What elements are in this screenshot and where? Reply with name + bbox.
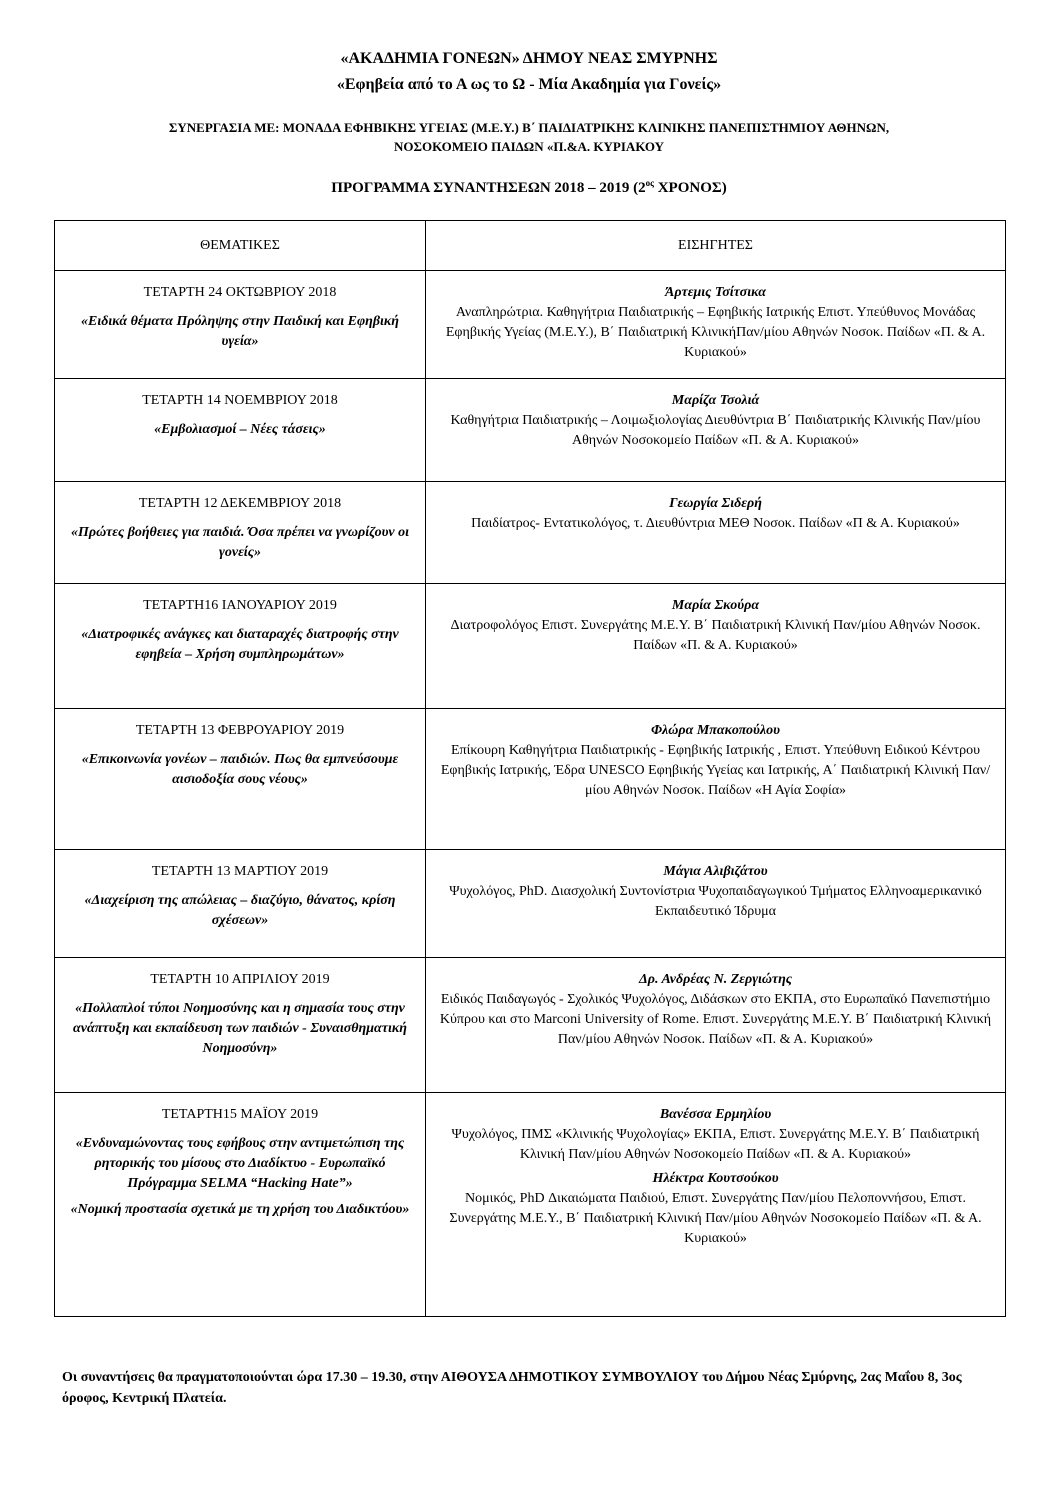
speaker-name: Μαρίζα Τσολιά <box>671 393 760 408</box>
speaker <box>426 1169 1005 1249</box>
speaker <box>426 391 1005 451</box>
session-date: ΤΕΤΑΡΤΗ 13 ΦΕΒΡΟΥΑΡΙΟΥ 2019 <box>135 723 345 738</box>
session-date: ΤΕΤΑΡΤΗ15 ΜΑΪΟΥ 2019 <box>161 1107 319 1122</box>
table-row <box>55 271 1006 379</box>
table-row <box>55 709 1006 850</box>
speaker-cell <box>426 850 1006 958</box>
speaker-affiliation: Αναπληρώτρια. Καθηγήτρια Παιδιατρικής – Εφηβικής Ιατρικής Επιστ. Υπεύθυνος Μονάδας Εφηβικής Υγείας (Μ.Ε.Υ.), Β΄ Παιδιατρική ΚλινικήΠαν/μίου Αθηνών Νοσοκ. Παίδων «Π. & Α. Κυριακού» <box>445 305 986 360</box>
speaker-name: Άρτεμις Τσίτσικα <box>665 285 766 300</box>
session-date: ΤΕΤΑΡΤΗ 13 ΜΑΡΤΙΟΥ 2019 <box>151 864 329 879</box>
session-date: ΤΕΤΑΡΤΗ16 ΙΑΝΟΥΑΡΙΟΥ 2019 <box>143 598 337 613</box>
speaker-cell <box>426 1093 1006 1317</box>
column-header-speakers: ΕΙΣΗΓΗΤΕΣ <box>426 221 1006 271</box>
table-row <box>55 850 1006 958</box>
session-topic: «Εμβολιασμοί – Νέες τάσεις» <box>154 422 326 437</box>
academy-title: «ΑΚΑΔΗΜΙΑ ΓΟΝΕΩΝ» ΔΗΜΟΥ ΝΕΑΣ ΣΜΥΡΝΗΣ <box>340 50 718 67</box>
topic-cell <box>55 379 426 482</box>
table-row <box>55 584 1006 709</box>
session-topic: «Ενδυναμώνοντας τους εφήβους στην αντιμετώπιση της ρητορικής του μίσους στο Διαδίκτυο - Ευρωπαϊκό Πρόγραμμα SELMA “Hacking Hate”» <box>75 1136 405 1191</box>
speaker <box>426 1105 1005 1165</box>
program-title-text: ΠΡΟΓΡΑΜΜΑ ΣΥΝΑΝΤΗΣΕΩΝ 2018 – 2019 (2 <box>331 180 646 196</box>
speaker-name: Φλώρα Μπακοπούλου <box>650 723 780 738</box>
speaker <box>426 283 1005 363</box>
speaker-cell <box>426 379 1006 482</box>
session-date: ΤΕΤΑΡΤΗ 24 ΟΚΤΩΒΡΙΟΥ 2018 <box>143 285 337 300</box>
table-row <box>55 379 1006 482</box>
table-row <box>55 1093 1006 1317</box>
speaker-affiliation: Επίκουρη Καθηγήτρια Παιδιατρικής - Εφηβικής Ιατρικής , Επιστ. Υπεύθυνη Ειδικού Κέντρου Εφηβικής Ιατρικής, Έδρα UNESCO Εφηβικής Υγείας και Ιατρικής, Α΄ Παιδιατρική Κλινική Παν/μίου Αθηνών Νοσοκ. Παίδων «Η Αγία Σοφία» <box>440 743 991 798</box>
footer-note: Οι συναντήσεις θα πραγματοποιούνται ώρα 17.30 – 19.30, στην ΑΙΘΟΥΣΑ ΔΗΜΟΤΙΚΟΥ ΣΥΜΒΟΥΛΙΟΥ του Δήμου Νέας Σμύρνης, 2ας Μαΐου 8, 3ος όροφος, Κεντρική Πλατεία. <box>62 1370 962 1406</box>
session-topic: «Πρώτες βοήθειες για παιδιά. Όσα πρέπει να γνωρίζουν οι γονείς» <box>70 525 410 560</box>
topic-cell <box>55 709 426 850</box>
column-header-topics: ΘΕΜΑΤΙΚΕΣ <box>55 221 426 271</box>
program-title <box>0 178 1058 197</box>
speaker-affiliation: Νομικός, PhD Δικαιώματα Παιδιού, Επιστ. Συνεργάτης Παν/μίου Πελοποννήσου, Επιστ. Συνεργάτης Μ.Ε.Υ., Β΄ Παιδιατρική Κλινική Παν/μίου Αθηνών Νοσοκομείο Παίδων «Π. & Α. Κυριακού» <box>449 1191 982 1246</box>
academy-subtitle: «Εφηβεία από το Α ως το Ω - Μία Ακαδημία για Γονείς» <box>336 76 722 93</box>
session-topic: «Πολλαπλοί τύποι Νοημοσύνης και η σημασία τους στην ανάπτυξη και εκπαίδευση των παιδιών - Συναισθηματική Νοημοσύνη» <box>73 1001 407 1056</box>
session-topic: «Διαχείριση της απώλειας – διαζύγιο, θάνατος, κρίση σχέσεων» <box>84 893 396 928</box>
program-title-sup: ος <box>645 178 654 188</box>
table-header-row <box>55 221 1006 271</box>
session-topic: «Διατροφικές ανάγκες και διαταραχές διατροφής στην εφηβεία – Χρήση συμπληρωμάτων» <box>81 627 399 662</box>
speaker-name: Βανέσσα Ερμηλίου <box>659 1107 772 1122</box>
table-row <box>55 958 1006 1093</box>
speaker-cell <box>426 271 1006 379</box>
topic-cell <box>55 850 426 958</box>
session-date: ΤΕΤΑΡΤΗ 10 ΑΠΡΙΛΙΟΥ 2019 <box>150 972 330 987</box>
session-date: ΤΕΤΑΡΤΗ 12 ΔΕΚΕΜΒΡΙΟΥ 2018 <box>138 496 342 511</box>
topic-cell <box>55 1093 426 1317</box>
speaker-affiliation: Ψυχολόγος, PhD. Διασχολική Συντονίστρια Ψυχοπαιδαγωγικού Τμήματος Ελληνοαμερικανικό Εκπαιδευτικό Ίδρυμα <box>449 884 982 919</box>
speaker-name: Μαρία Σκούρα <box>671 598 760 613</box>
session-topic: «Επικοινωνία γονέων – παιδιών. Πως θα εμπνεύσουμε αισιοδοξία σους νέους» <box>81 752 399 787</box>
speaker-name: Γεωργία Σιδερή <box>669 496 762 511</box>
session-topic: «Ειδικά θέματα Πρόληψης στην Παιδική και Εφηβική υγεία» <box>80 314 399 349</box>
speaker-affiliation: Ψυχολόγος, ΠΜΣ «Κλινικής Ψυχολογίας» ΕΚΠΑ, Επιστ. Συνεργάτης Μ.Ε.Υ. Β΄ Παιδιατρική Κλινική Παν/μίου Αθηνών Νοσοκομείο Παίδων «Π. & Α. Κυριακού» <box>451 1127 980 1162</box>
speaker-cell <box>426 709 1006 850</box>
table-row <box>55 482 1006 584</box>
speaker-affiliation: Καθηγήτρια Παιδιατρικής – Λοιμωξιολογίας Διευθύντρια Β΄ Παιδιατρικής Κλινικής Παν/μίου Αθηνών Νοσοκομείο Παίδων «Π. & Α. Κυριακού» <box>450 413 981 448</box>
session-date: ΤΕΤΑΡΤΗ 14 ΝΟΕΜΒΡΙΟΥ 2018 <box>142 393 338 408</box>
topic-cell <box>55 271 426 379</box>
hospital-line: ΝΟΣΟΚΟΜΕΙΟ ΠΑΙΔΩΝ «Π.&Α. ΚΥΡΙΑΚΟΥ <box>393 139 665 154</box>
speaker <box>426 970 1005 1050</box>
topic-cell <box>55 482 426 584</box>
speaker <box>426 596 1005 656</box>
speaker <box>426 494 1005 534</box>
speaker-name: Ηλέκτρα Κουτσούκου <box>652 1171 779 1186</box>
speaker-name: Δρ. Ανδρέας Ν. Ζεργιώτης <box>639 972 792 987</box>
speaker-affiliation: Παιδίατρος- Εντατικολόγος, τ. Διευθύντρια ΜΕΘ Νοσοκ. Παίδων «Π & Α. Κυριακού» <box>471 516 960 531</box>
speaker-name: Μάγια Αλιβιζάτου <box>663 864 768 879</box>
speaker-cell <box>426 482 1006 584</box>
topic-cell <box>55 958 426 1093</box>
speaker <box>426 721 1005 801</box>
program-table <box>54 220 1006 1317</box>
speaker-affiliation: Ειδικός Παιδαγωγός - Σχολικός Ψυχολόγος, Διδάσκων στο ΕΚΠΑ, στο Ευρωπαϊκό Πανεπιστήμιο Κύπρου και στο Marconi University of Rome. Επιστ. Συνεργάτης Μ.Ε.Υ. Β΄ Παιδιατρική Κλινική Παν/μίου Αθηνών Νοσοκ. Παίδων «Π. & Α. Κυριακού» <box>439 992 992 1047</box>
collaboration-line: ΣΥΝΕΡΓΑΣΙΑ ΜΕ: ΜΟΝΑΔΑ ΕΦΗΒΙΚΗΣ ΥΓΕΙΑΣ (Μ.Ε.Υ.) Β΄ ΠΑΙΔΙΑΤΡΙΚΗΣ ΚΛΙΝΙΚΗΣ ΠΑΝΕΠΙΣΤΗΜΙΟΥ ΑΘΗΝΩΝ, <box>168 120 890 135</box>
topic-cell <box>55 584 426 709</box>
speaker-affiliation: Διατροφολόγος Επιστ. Συνεργάτης Μ.Ε.Υ. Β΄ Παιδιατρική Κλινική Παν/μίου Αθηνών Νοσοκ. Παίδων «Π. & Α. Κυριακού» <box>450 618 981 653</box>
speaker <box>426 862 1005 922</box>
session-topic: «Νομική προστασία σχετικά με τη χρήση του Διαδικτύου» <box>70 1202 410 1217</box>
program-title-suffix: ΧΡΟΝΟΣ) <box>653 180 727 196</box>
speaker-cell <box>426 958 1006 1093</box>
speaker-cell <box>426 584 1006 709</box>
